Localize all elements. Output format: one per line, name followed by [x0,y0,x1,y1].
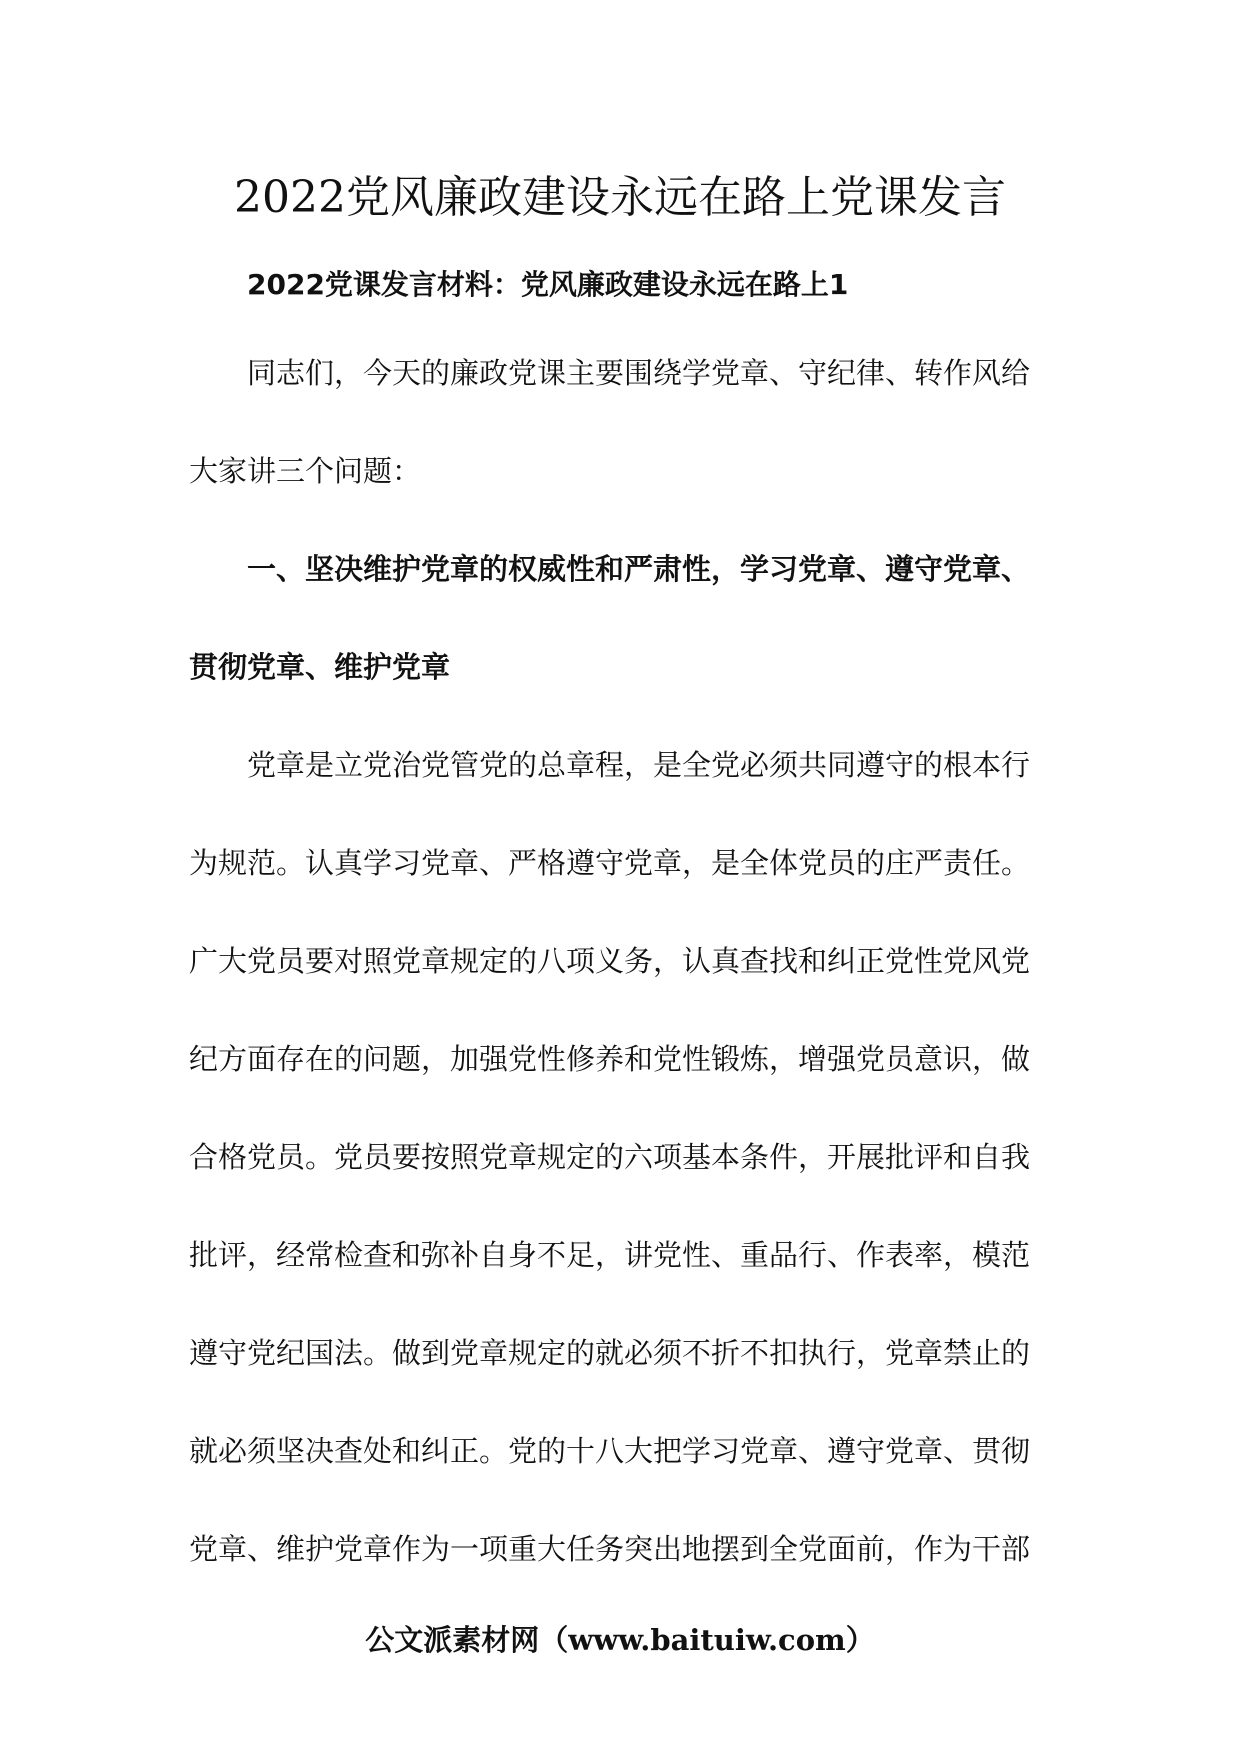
heading-line: 一、坚决维护党章的权威性和严肃性，学习党章、遵守党章、 [247,552,1031,586]
text-line: 党章、维护党章作为一项重大任务突出地摆到全党面前，作为干部 [189,1532,1031,1566]
section-heading-1 [189,520,1049,716]
text-line: 为规范。认真学习党章、严格遵守党章，是全体党员的庄严责任。 [189,846,1031,880]
text-line: 大家讲三个问题： [189,454,422,488]
document-subtitle: 2022党课发言材料：党风廉政建设永远在路上1 [247,268,849,301]
text-line: 同志们，今天的廉政党课主要围绕学党章、守纪律、转作风给 [247,356,1031,390]
text-line: 批评，经常检查和弥补自身不足，讲党性、重品行、作表率，模范 [189,1238,1031,1272]
intro-paragraph [189,324,1049,520]
page-footer: 公文派素材网（www.baituiw.com） [365,1623,875,1657]
text-line: 纪方面存在的问题，加强党性修养和党性锻炼，增强党员意识，做 [189,1042,1031,1076]
document-title: 2022党风廉政建设永远在路上党课发言 [234,172,1006,223]
text-line: 合格党员。党员要按照党章规定的六项基本条件，开展批评和自我 [189,1140,1031,1174]
body-paragraph-1 [189,716,1049,1598]
text-line: 党章是立党治党管党的总章程，是全党必须共同遵守的根本行 [247,748,1031,782]
heading-line: 贯彻党章、维护党章 [189,650,451,684]
text-line: 广大党员要对照党章规定的八项义务，认真查找和纠正党性党风党 [189,944,1031,978]
text-line: 遵守党纪国法。做到党章规定的就必须不折不扣执行，党章禁止的 [189,1336,1031,1370]
text-line: 就必须坚决查处和纠正。党的十八大把学习党章、遵守党章、贯彻 [189,1434,1031,1468]
